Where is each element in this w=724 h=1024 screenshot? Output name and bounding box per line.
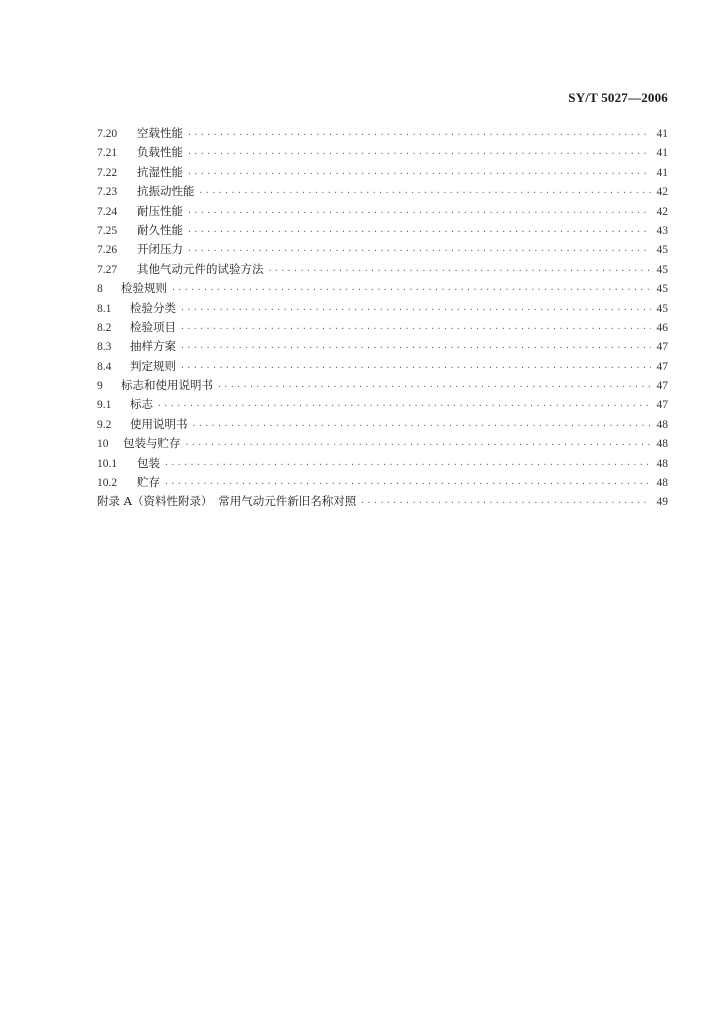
dot-leader (187, 222, 651, 241)
toc-entry-7-22[interactable] (97, 163, 668, 182)
toc-page-number: 47 (656, 360, 668, 373)
toc-entry-8-4[interactable] (97, 357, 668, 376)
toc-page-number: 42 (656, 186, 668, 199)
toc-number: 10.2 (97, 477, 118, 490)
toc-title: 判定规则 (130, 358, 176, 373)
toc-page-number: 48 (656, 477, 668, 490)
toc-number: 9.2 (97, 418, 112, 431)
toc-title: 包装与贮存 (123, 436, 181, 451)
toc-number: 7.22 (97, 166, 118, 179)
toc-entry-10-2[interactable] (97, 473, 668, 492)
toc-entry-7-23[interactable] (97, 182, 668, 201)
toc-page-number: 47 (656, 341, 668, 354)
toc-entry-8-2[interactable] (97, 318, 668, 337)
toc-entry-8[interactable] (97, 279, 668, 298)
toc-title: 附录 A（资料性附录） 常用气动元件新旧名称对照 (97, 494, 357, 509)
toc-entry-7-21[interactable] (97, 143, 668, 162)
toc-page-number: 45 (656, 263, 668, 276)
toc-title: 负载性能 (137, 145, 183, 160)
dot-leader (192, 416, 652, 435)
toc-page-number: 46 (656, 321, 668, 334)
dot-leader (157, 396, 651, 415)
toc-title: 检验项目 (130, 319, 176, 334)
dot-leader (180, 358, 651, 377)
dot-leader (187, 125, 651, 144)
toc-number: 9.1 (97, 399, 112, 412)
toc-title: 包装 (137, 455, 160, 470)
toc-title: 贮存 (137, 475, 160, 490)
toc-page-number: 47 (656, 380, 668, 393)
dot-leader (187, 144, 651, 163)
dot-leader (187, 241, 651, 260)
dot-leader (217, 377, 651, 396)
toc-entry-7-24[interactable] (97, 202, 668, 221)
dot-leader (180, 319, 651, 338)
toc-number: 7.23 (97, 186, 118, 199)
toc-title: 使用说明书 (130, 416, 188, 431)
table-of-contents (97, 124, 668, 512)
toc-title: 检验规则 (121, 281, 167, 296)
toc-number: 7.24 (97, 205, 118, 218)
toc-page-number: 47 (656, 399, 668, 412)
toc-page-number: 49 (656, 496, 668, 509)
dot-leader (164, 455, 651, 474)
toc-title: 检验分类 (130, 300, 176, 315)
toc-number: 8 (97, 283, 103, 296)
dot-leader (187, 164, 651, 183)
toc-title: 抗湿性能 (137, 164, 183, 179)
toc-page-number: 45 (656, 302, 668, 315)
toc-entry-8-3[interactable] (97, 337, 668, 356)
toc-page-number: 48 (656, 418, 668, 431)
toc-title: 标志和使用说明书 (121, 378, 213, 393)
dot-leader (199, 183, 652, 202)
toc-entry-7-25[interactable] (97, 221, 668, 240)
toc-title: 耐久性能 (137, 222, 183, 237)
toc-page-number: 45 (656, 283, 668, 296)
dot-leader (360, 493, 651, 512)
toc-number: 10 (97, 438, 109, 451)
toc-entry-8-1[interactable] (97, 299, 668, 318)
toc-title: 开闭压力 (137, 242, 183, 257)
dot-leader (268, 261, 652, 280)
toc-number: 8.3 (97, 341, 112, 354)
toc-entry-9-1[interactable] (97, 395, 668, 414)
toc-page-number: 41 (656, 128, 668, 140)
dot-leader (187, 203, 651, 222)
toc-number: 7.21 (97, 147, 118, 160)
toc-entry-7-27[interactable] (97, 260, 668, 279)
toc-title: 抗振动性能 (137, 184, 195, 199)
dot-leader (171, 280, 651, 299)
toc-page-number: 45 (656, 244, 668, 257)
toc-title: 标志 (130, 397, 153, 412)
toc-entry-10[interactable] (97, 434, 668, 453)
toc-title: 其他气动元件的试验方法 (137, 261, 264, 276)
toc-number: 7.25 (97, 224, 118, 237)
toc-page-number: 41 (656, 147, 668, 160)
toc-page-number: 41 (656, 166, 668, 179)
toc-number: 7.27 (97, 263, 118, 276)
toc-entry-appendix-a[interactable] (97, 492, 668, 511)
toc-title: 抽样方案 (130, 339, 176, 354)
standard-code: SY/T 5027—2006 (568, 90, 668, 105)
toc-page-number: 48 (656, 438, 668, 451)
toc-number: 9 (97, 380, 103, 393)
toc-entry-7-20[interactable] (97, 124, 668, 143)
toc-number: 8.1 (97, 302, 112, 315)
toc-page-number: 42 (656, 205, 668, 218)
toc-number: 8.4 (97, 360, 112, 373)
toc-number: 7.26 (97, 244, 118, 257)
dot-leader (185, 435, 652, 454)
toc-entry-10-1[interactable] (97, 454, 668, 473)
toc-entry-9[interactable] (97, 376, 668, 395)
toc-title: 耐压性能 (137, 203, 183, 218)
toc-page-number: 48 (656, 457, 668, 470)
toc-number: 10.1 (97, 457, 118, 470)
toc-title: 空载性能 (137, 126, 183, 140)
toc-page-number: 43 (656, 224, 668, 237)
dot-leader (180, 300, 651, 319)
dot-leader (164, 474, 651, 493)
toc-entry-9-2[interactable] (97, 415, 668, 434)
dot-leader (180, 338, 651, 357)
toc-number: 8.2 (97, 321, 112, 334)
toc-number: 7.20 (97, 128, 118, 140)
toc-entry-7-26[interactable] (97, 240, 668, 259)
